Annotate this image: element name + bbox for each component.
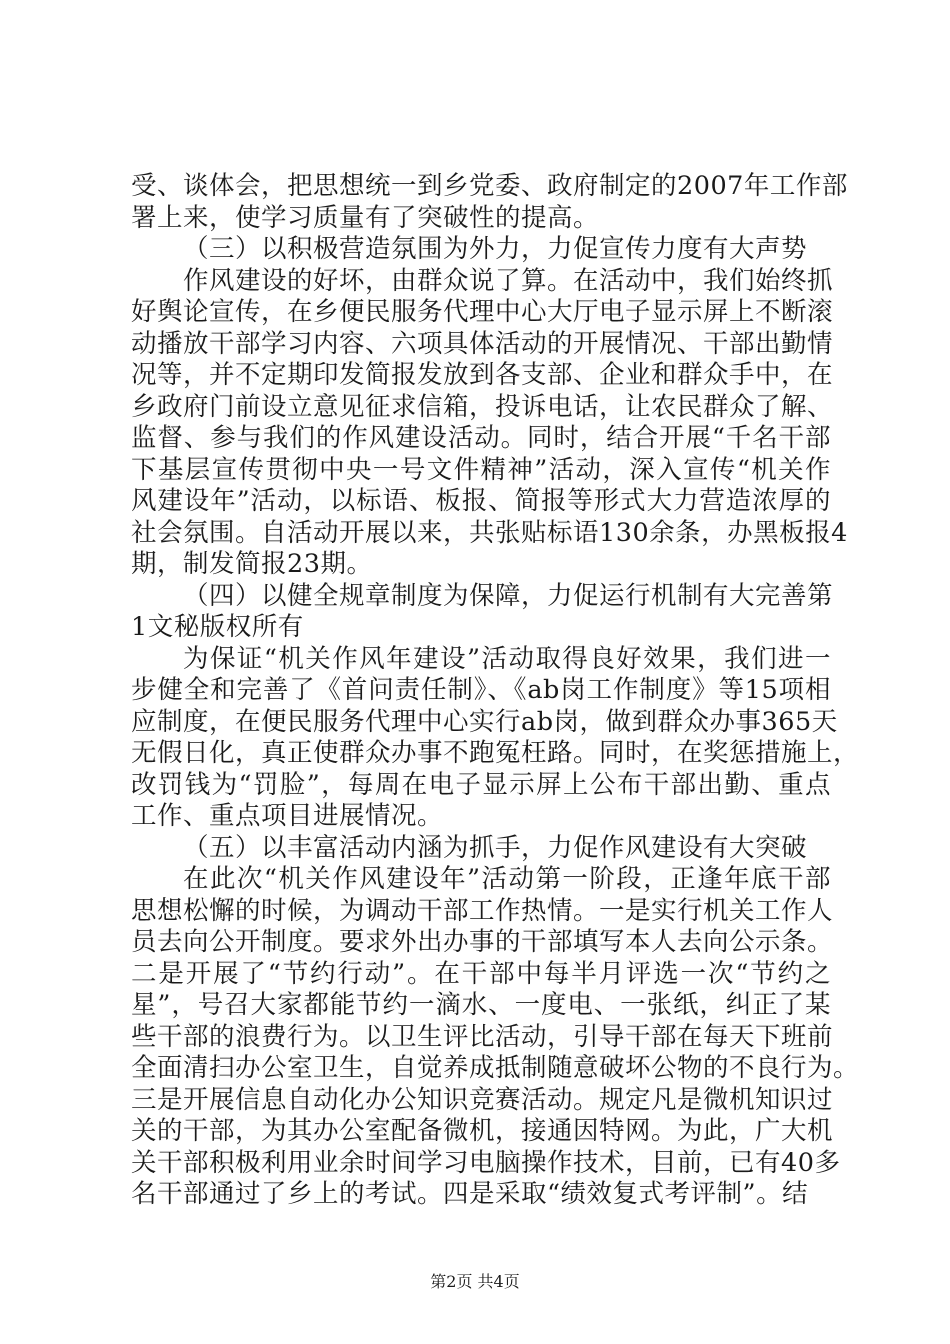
text-line: 署上来，使学习质量有了突破性的提高。 bbox=[131, 202, 600, 233]
text-line: 在此次“机关作风建设年”活动第一阶段，正逢年底干部 bbox=[183, 864, 831, 894]
text-line: 期，制发简报23期。 bbox=[131, 549, 373, 579]
text-line: 全面清扫办公室卫生，自觉养成抵制随意破坏公物的不良行为。 bbox=[131, 1053, 860, 1083]
text-line: 步健全和完善了《首问责任制》、《ab岗工作制度》等15项相 bbox=[131, 675, 831, 705]
text-line: 况等，并不定期印发简报发放到各支部、企业和群众手中，在 bbox=[131, 360, 834, 390]
text-line: 监督、参与我们的作风建设活动。同时，结合开展“千名干部 bbox=[131, 423, 831, 453]
text-line: 好舆论宣传，在乡便民服务代理中心大厅电子显示屏上不断滚 bbox=[131, 297, 834, 327]
section-heading: （五）以丰富活动内涵为抓手，力促作风建设有大突破 bbox=[183, 832, 808, 863]
text-line: 思想松懈的时候，为调动干部工作热情。一是实行机关工作人 bbox=[131, 895, 834, 926]
text-line: 应制度，在便民服务代理中心实行ab岗，做到群众办事365天 bbox=[131, 706, 838, 737]
text-line: 无假日化，真正使群众办事不跑冤枉路。同时，在奖惩措施上， bbox=[131, 738, 860, 768]
section-heading: （三）以积极营造氛围为外力，力促宣传力度有大声势 bbox=[183, 234, 808, 264]
text-line: 受、谈体会，把思想统一到乡党委、政府制定的2007年工作部 bbox=[131, 171, 848, 201]
text-line: 些干部的浪费行为。以卫生评比活动，引导干部在每天下班前 bbox=[131, 1021, 834, 1052]
text-line: 风建设年”活动，以标语、板报、简报等形式大力营造浓厚的 bbox=[131, 486, 831, 516]
text-line: 员去向公开制度。要求外出办事的干部填写本人去向公示条。 bbox=[131, 927, 834, 957]
text-line: 为保证“机关作风年建设”活动取得良好效果，我们进一 bbox=[183, 643, 831, 674]
text-line: 关的干部，为其办公室配备微机，接通因特网。为此，广大机 bbox=[131, 1116, 834, 1146]
text-line: 动播放干部学习内容、六项具体活动的开展情况、干部出勤情 bbox=[131, 328, 834, 359]
page-number: 第2页 共4页 bbox=[430, 1272, 520, 1291]
text-line: 1文秘版权所有 bbox=[131, 612, 304, 642]
text-line: 星”，号召大家都能节约一滴水、一度电、一张纸，纠正了某 bbox=[131, 990, 831, 1020]
text-line: 三是开展信息自动化办公知识竞赛活动。规定凡是微机知识过 bbox=[131, 1084, 834, 1115]
text-line: 关干部积极利用业余时间学习电脑操作技术，目前，已有40多 bbox=[131, 1147, 841, 1178]
section-heading: （四）以健全规章制度为保障，力促运行机制有大完善第 bbox=[183, 580, 834, 611]
text-line: 名干部通过了乡上的考试。四是采取“绩效复式考评制”。结 bbox=[131, 1179, 809, 1209]
text-line: 改罚钱为“罚脸”，每周在电子显示屏上公布干部出勤、重点 bbox=[131, 769, 831, 800]
text-line: 作风建设的好坏，由群众说了算。在活动中，我们始终抓 bbox=[183, 265, 834, 296]
text-line: 下基层宣传贯彻中央一号文件精神”活动，深入宣传“机关作 bbox=[131, 454, 831, 485]
text-line: 社会氛围。自活动开展以来，共张贴标语130余条，办黑板报4 bbox=[131, 517, 848, 548]
text-line: 乡政府门前设立意见征求信箱，投诉电话，让农民群众了解、 bbox=[131, 391, 834, 422]
text-line: 二是开展了“节约行动”。在干部中每半月评选一次“节约之 bbox=[131, 958, 831, 989]
text-line: 工作、重点项目进展情况。 bbox=[131, 801, 444, 831]
